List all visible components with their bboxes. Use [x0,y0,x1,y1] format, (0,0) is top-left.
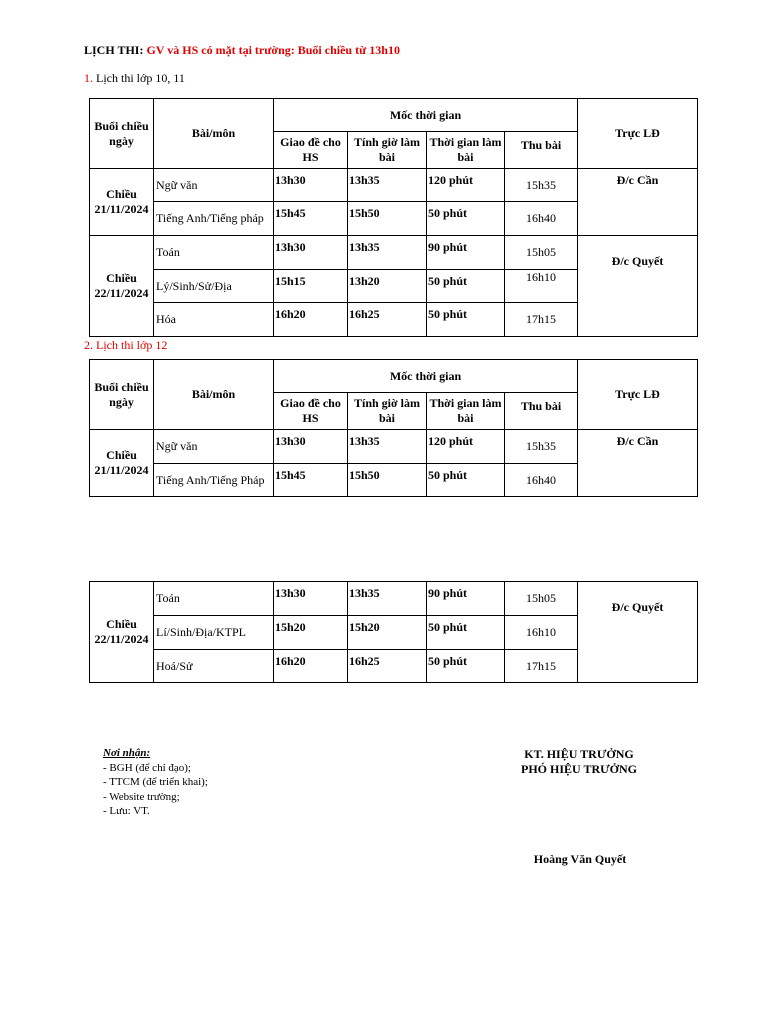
duration-cell: 50 phút [427,303,505,337]
table-row [90,582,698,616]
give-exam-cell: 15h45 [274,464,348,497]
signature-subtitle: PHÓ HIỆU TRƯỞNG [520,762,637,776]
header-give-exam: Giao đề cho HS [274,393,348,430]
session-date: 21/11/2024 [94,463,149,477]
start-time-cell: 13h35 [348,169,427,202]
session-cell [90,582,154,683]
start-time-cell: 13h20 [348,270,427,303]
signature-block [480,747,678,777]
header-milestones: Mốc thời gian [274,99,578,132]
collect-cell: 17h15 [505,650,578,683]
collect-cell: 16h40 [505,202,578,236]
subject-cell: Lý/Sinh/Sử/Địa [154,270,274,303]
give-exam-cell: 13h30 [274,582,348,616]
exam-table-grade-12 [89,359,698,497]
start-time-cell: 16h25 [348,303,427,337]
header-give-exam: Giao đề cho HS [274,132,348,169]
collect-cell: 16h10 [505,270,578,303]
start-time-cell: 13h35 [348,236,427,270]
exam-table-grade-10-11 [89,98,698,337]
section-2-heading: 2. Lịch thi lớp 12 [84,338,168,352]
duration-cell: 50 phút [427,202,505,236]
recipient-item: - Website trường; [103,790,180,803]
collect-cell: 15h05 [505,582,578,616]
subject-cell: Hóa [154,303,274,337]
header-session: Buổi chiều ngày [90,360,154,430]
session-label: Chiều [106,617,137,631]
recipient-item: - Lưu: VT. [103,805,150,817]
duration-cell: 50 phút [427,464,505,497]
table-row [90,236,698,270]
session-date: 22/11/2024 [94,632,149,646]
session-date: 22/11/2024 [94,286,149,300]
signer-name: Hoàng Văn Quyết [533,852,627,866]
start-time-cell: 16h25 [348,650,427,683]
section-1-number: 1. [84,71,93,85]
header-milestones: Mốc thời gian [274,360,578,393]
header-duration: Thời gian làm bài [427,393,505,430]
signature-title: KT. HIỆU TRƯỞNG [524,747,634,761]
subject-cell: Hoá/Sử [154,650,274,683]
collect-cell: 17h15 [505,303,578,337]
subject-cell: Tiếng Anh/Tiếng pháp [154,202,274,236]
title-highlight: GV và HS có mặt tại trường: Buổi chiều từ 13h10 [146,43,400,57]
header-start-time: Tính giờ làm bài [348,393,427,430]
recipient-item: - TTCM (để triển khai); [103,776,208,788]
start-time-cell: 15h20 [348,616,427,650]
session-cell [90,236,154,337]
header-duty: Trực LĐ [578,360,698,430]
session-cell [90,430,154,497]
duration-cell: 50 phút [427,616,505,650]
duty-cell: Đ/c Quyết [578,582,698,683]
collect-cell: 16h40 [505,464,578,497]
start-time-cell: 13h35 [348,582,427,616]
session-label: Chiều [106,271,137,285]
start-time-cell: 13h35 [348,430,427,464]
collect-cell: 15h35 [505,169,578,202]
duration-cell: 120 phút [427,430,505,464]
give-exam-cell: 13h30 [274,430,348,464]
duty-cell: Đ/c Quyết [578,236,698,337]
recipient-item: - BGH (để chỉ đạo); [103,761,191,774]
session-date: 21/11/2024 [94,202,149,216]
header-collect: Thu bài [505,393,578,430]
title-prefix: LỊCH THI: [84,43,144,57]
header-duty: Trực LĐ [578,99,698,169]
table-row [90,430,698,464]
header-collect: Thu bài [505,132,578,169]
give-exam-cell: 13h30 [274,169,348,202]
subject-cell: Tiếng Anh/Tiếng Pháp [154,464,274,497]
table-row [90,169,698,202]
header-start-time: Tính giờ làm bài [348,132,427,169]
give-exam-cell: 15h45 [274,202,348,236]
header-subject: Bài/môn [154,360,274,430]
section-1-label: Lịch thi lớp 10, 11 [96,71,185,85]
give-exam-cell: 15h15 [274,270,348,303]
give-exam-cell: 16h20 [274,650,348,683]
start-time-cell: 15h50 [348,202,427,236]
duration-cell: 120 phút [427,169,505,202]
start-time-cell: 15h50 [348,464,427,497]
subject-cell: Toán [154,236,274,270]
session-label: Chiều [106,448,137,462]
header-subject: Bài/môn [154,99,274,169]
subject-cell: Lí/Sinh/Địa/KTPL [154,616,274,650]
session-label: Chiều [106,187,137,201]
give-exam-cell: 13h30 [274,236,348,270]
collect-cell: 15h35 [505,430,578,464]
subject-cell: Ngữ văn [154,169,274,202]
recipients-block [103,746,208,819]
section-1-heading [84,71,185,86]
give-exam-cell: 15h20 [274,616,348,650]
give-exam-cell: 16h20 [274,303,348,337]
duration-cell: 90 phút [427,582,505,616]
duration-cell: 90 phút [427,236,505,270]
duration-cell: 50 phút [427,650,505,683]
subject-cell: Toán [154,582,274,616]
collect-cell: 15h05 [505,236,578,270]
header-session: Buổi chiều ngày [90,99,154,169]
duration-cell: 50 phút [427,270,505,303]
header-duration: Thời gian làm bài [427,132,505,169]
recipients-heading: Nơi nhận: [103,747,151,759]
duty-cell: Đ/c Cần [578,430,698,497]
collect-cell: 16h10 [505,616,578,650]
exam-table-grade-12-continued [89,581,698,683]
session-cell [90,169,154,236]
subject-cell: Ngữ văn [154,430,274,464]
duty-cell: Đ/c Cần [578,169,698,236]
document-title [84,43,400,58]
